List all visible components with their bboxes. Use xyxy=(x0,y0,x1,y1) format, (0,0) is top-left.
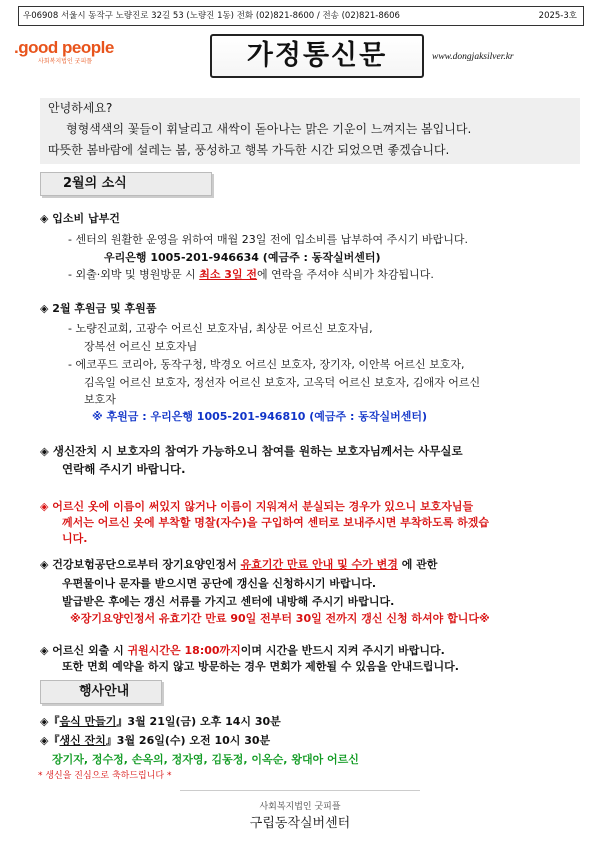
donation-title: ◈ 2월 후원금 및 후원품 xyxy=(40,302,157,315)
greeting-line-1: 안녕하세요? xyxy=(48,101,113,115)
fee-line-1: - 센터의 원활한 운영을 위하여 매월 23일 전에 입소비를 납부하여 주시기 바랍니다. xyxy=(68,233,468,246)
party-notice-line-1: ◈ 생신잔치 시 보호자의 참여가 가능하오니 참여를 원하는 보호자님께서는 사무실로 xyxy=(40,444,463,458)
greeting-line-2: 형형색색의 꽃들이 휘날리고 새싹이 돋아나는 맑은 기운이 느껴지는 봄입니다. xyxy=(66,122,472,136)
fee-title: ◈ 입소비 납부건 xyxy=(40,212,120,225)
address-text: 우06908 서울시 동작구 노량진로 32길 53 (노량진 1동) 전화 (02)821-8600 / 전송 (02)821-8606 xyxy=(23,11,400,21)
footer-divider xyxy=(180,790,420,791)
fee-line-3: - 외출·외박 및 병원방문 시 최소 3일 전에 연락을 주셔야 식비가 차감됩니다. xyxy=(68,268,434,281)
header-info-bar xyxy=(18,6,584,26)
birthday-note: * 생신을 진심으로 축하드립니다 * xyxy=(38,771,172,781)
website-url: www.dongjaksilver.kr xyxy=(432,52,514,62)
footer-center-name: 구립동작실버센터 xyxy=(249,816,351,831)
fee-account: 우리은행 1005-201-946634 (예금주 : 동작실버센터) xyxy=(104,251,381,264)
clothes-notice-line-2: 께서는 어르신 옷에 부착할 명찰(자수)을 구입하여 센터로 보내주시면 부착하도록 하겠습 xyxy=(62,516,490,529)
donation-line-3: - 에코푸드 코리아, 동작구청, 박경오 어르신 보호자, 장기자, 이안복 어르신 보호자, xyxy=(68,358,465,371)
fee-deadline: 최소 3일 전 xyxy=(199,268,258,281)
outing-highlight: 귀원시간은 18:00까지 xyxy=(127,644,241,657)
section-header-events: 행사안내 xyxy=(40,680,162,704)
birthday-names: 장기자, 정수정, 손옥의, 정자영, 김동정, 이옥순, 왕대아 어르신 xyxy=(52,753,359,766)
outing-line-1: ◈ 어르신 외출 시 귀원시간은 18:00까지이며 시간을 반드시 지켜 주시기 바랍니다. xyxy=(40,644,445,657)
insurance-line-3: 발급받은 후에는 갱신 서류를 가지고 센터에 내방해 주시기 바랍니다. xyxy=(62,595,395,608)
logo-text: good people xyxy=(18,38,114,57)
party-notice-line-2: 연락해 주시기 바랍니다. xyxy=(62,462,186,476)
greeting-box xyxy=(40,98,580,164)
event-birthday: ◈『생신 잔치』3월 26일(수) 오전 10시 30분 xyxy=(40,734,271,747)
insurance-line-2: 우편물이나 문자를 받으시면 공단에 갱신을 신청하시기 바랍니다. xyxy=(62,577,377,590)
page-title: 가정통신문 xyxy=(210,34,424,78)
clothes-notice-line-3: 니다. xyxy=(62,532,88,545)
good-people-logo: .good people 사회복지법인 굿피플 xyxy=(14,38,114,65)
donation-line-2: 장복선 어르신 보호자님 xyxy=(84,340,198,353)
outing-line-2: 또한 면회 예약을 하지 않고 방문하는 경우 면회가 제한될 수 있음을 안내드립니다. xyxy=(62,660,459,673)
greeting-line-3: 따뜻한 봄바람에 설레는 봄, 풍성하고 행복 가득한 시간 되었으면 좋겠습니다. xyxy=(48,143,450,157)
event-cooking: ◈『음식 만들기』3월 21일(금) 오후 14시 30분 xyxy=(40,715,281,728)
clothes-notice-line-1: ◈ 어르신 옷에 이름이 써있지 않거나 이름이 지워져서 분실되는 경우가 있으니 보호자님들 xyxy=(40,500,474,513)
donation-account: ※ 후원금 : 우리은행 1005-201-946810 (예금주 : 동작실버센터) xyxy=(92,410,427,423)
insurance-line-4: ※장기요양인정서 유효기간 만료 90일 전부터 30일 전까지 갱신 신청 하셔야 합니다※ xyxy=(70,612,490,625)
issue-number: 2025-3호 xyxy=(538,11,577,21)
insurance-line-1: ◈ 건강보험공단으로부터 장기요양인정서 유효기간 만료 안내 및 수가 변경 에 관한 xyxy=(40,558,438,571)
logo-subtitle: 사회복지법인 굿피플 xyxy=(38,58,93,65)
footer-organization: 사회복지법인 굿피플 xyxy=(259,802,341,812)
donation-line-1: - 노량진교회, 고광수 어르신 보호자님, 최상문 어르신 보호자님, xyxy=(68,322,373,335)
donation-line-5: 보호자 xyxy=(84,393,116,406)
section-header-news: 2월의 소식 xyxy=(40,172,212,196)
donation-line-4: 김옥일 어르신 보호자, 정선자 어르신 보호자, 고옥덕 어르신 보호자, 김애자 어르신 xyxy=(84,376,481,389)
insurance-highlight: 유효기간 만료 안내 및 수가 변경 xyxy=(240,558,398,571)
